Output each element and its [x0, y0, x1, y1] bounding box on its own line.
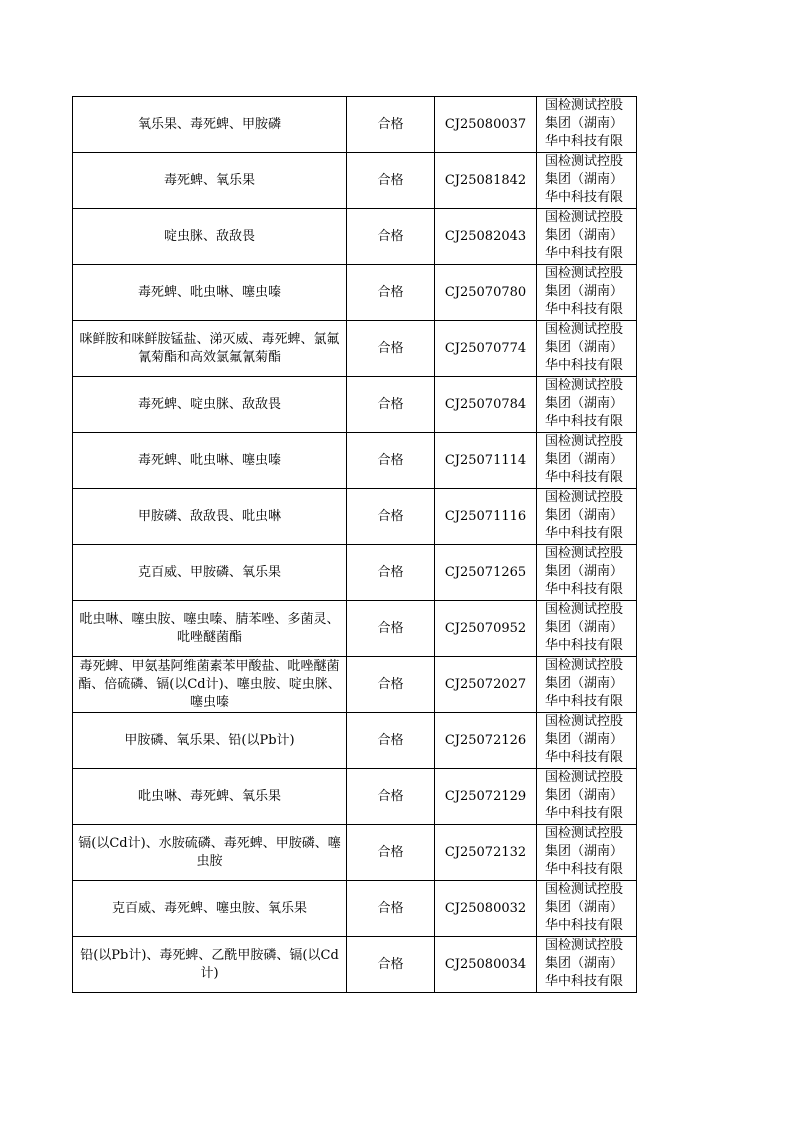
test-items-cell: 毒死蜱、吡虫啉、噻虫嗪	[73, 433, 347, 489]
table-row	[73, 713, 637, 769]
testing-agency-name: 国检测试控股 集团（湖南） 华中科技有限	[545, 266, 624, 318]
sample-code-cell: CJ25072126	[435, 713, 537, 769]
sample-code-cell: CJ25070774	[435, 321, 537, 377]
sample-code-cell: CJ25082043	[435, 209, 537, 265]
result-cell: 合格	[347, 657, 435, 713]
sample-code-cell: CJ25070784	[435, 377, 537, 433]
sample-code-cell: CJ25072129	[435, 769, 537, 825]
testing-agency-cell	[537, 657, 637, 713]
sample-code-cell: CJ25071114	[435, 433, 537, 489]
test-items-cell: 铅(以Pb计)、毒死蜱、乙酰甲胺磷、镉(以Cd计)	[73, 937, 347, 993]
test-items-cell: 毒死蜱、氧乐果	[73, 153, 347, 209]
testing-agency-cell	[537, 265, 637, 321]
test-items-cell: 氧乐果、毒死蜱、甲胺磷	[73, 97, 347, 153]
testing-agency-name: 国检测试控股 集团（湖南） 华中科技有限	[545, 826, 624, 878]
test-items-cell: 毒死蜱、甲氨基阿维菌素苯甲酸盐、吡唑醚菌酯、倍硫磷、镉(以Cd计)、噻虫胺、啶虫脒、噻虫嗪	[73, 657, 347, 713]
testing-agency-cell	[537, 97, 637, 153]
result-cell: 合格	[347, 825, 435, 881]
test-items-cell: 毒死蜱、啶虫脒、敌敌畏	[73, 377, 347, 433]
result-cell: 合格	[347, 433, 435, 489]
test-items-cell: 克百威、毒死蜱、噻虫胺、氧乐果	[73, 881, 347, 937]
test-items-cell: 咪鲜胺和咪鲜胺锰盐、涕灭威、毒死蜱、氯氟氰菊酯和高效氯氟氰菊酯	[73, 321, 347, 377]
sample-code-cell: CJ25070780	[435, 265, 537, 321]
testing-agency-name: 国检测试控股 集团（湖南） 华中科技有限	[545, 210, 624, 262]
testing-agency-name: 国检测试控股 集团（湖南） 华中科技有限	[545, 434, 624, 486]
test-items-cell: 克百威、甲胺磷、氧乐果	[73, 545, 347, 601]
test-items-cell: 毒死蜱、吡虫啉、噻虫嗪	[73, 265, 347, 321]
sample-code-cell: CJ25072132	[435, 825, 537, 881]
table-row	[73, 881, 637, 937]
sample-code-cell: CJ25072027	[435, 657, 537, 713]
testing-agency-cell	[537, 377, 637, 433]
table-row	[73, 937, 637, 993]
testing-agency-name: 国检测试控股 集团（湖南） 华中科技有限	[545, 714, 624, 766]
result-cell: 合格	[347, 489, 435, 545]
result-cell: 合格	[347, 265, 435, 321]
sample-code-cell: CJ25080034	[435, 937, 537, 993]
testing-agency-cell	[537, 769, 637, 825]
result-cell: 合格	[347, 321, 435, 377]
testing-agency-name: 国检测试控股 集团（湖南） 华中科技有限	[545, 154, 624, 206]
table-row	[73, 769, 637, 825]
testing-agency-cell	[537, 881, 637, 937]
result-cell: 合格	[347, 881, 435, 937]
testing-agency-cell	[537, 825, 637, 881]
result-cell: 合格	[347, 97, 435, 153]
table-row	[73, 153, 637, 209]
test-items-cell: 镉(以Cd计)、水胺硫磷、毒死蜱、甲胺磷、噻虫胺	[73, 825, 347, 881]
testing-agency-name: 国检测试控股 集团（湖南） 华中科技有限	[545, 546, 624, 598]
table-row	[73, 825, 637, 881]
testing-agency-cell	[537, 713, 637, 769]
testing-agency-cell	[537, 433, 637, 489]
table-row	[73, 489, 637, 545]
testing-agency-name: 国检测试控股 集团（湖南） 华中科技有限	[545, 602, 624, 654]
test-items-cell: 吡虫啉、毒死蜱、氧乐果	[73, 769, 347, 825]
sample-code-cell: CJ25080037	[435, 97, 537, 153]
table-row	[73, 433, 637, 489]
testing-agency-cell	[537, 601, 637, 657]
testing-agency-name: 国检测试控股 集团（湖南） 华中科技有限	[545, 882, 624, 934]
test-items-cell: 甲胺磷、氧乐果、铅(以Pb计)	[73, 713, 347, 769]
test-items-cell: 甲胺磷、敌敌畏、吡虫啉	[73, 489, 347, 545]
testing-agency-cell	[537, 545, 637, 601]
table-row	[73, 321, 637, 377]
results-table-body	[73, 97, 637, 993]
sample-code-cell: CJ25080032	[435, 881, 537, 937]
testing-agency-cell	[537, 209, 637, 265]
testing-agency-name: 国检测试控股 集团（湖南） 华中科技有限	[545, 378, 624, 430]
testing-agency-name: 国检测试控股 集团（湖南） 华中科技有限	[545, 938, 624, 990]
table-row	[73, 377, 637, 433]
table-row	[73, 265, 637, 321]
result-cell: 合格	[347, 545, 435, 601]
table-row	[73, 601, 637, 657]
testing-agency-cell	[537, 489, 637, 545]
result-cell: 合格	[347, 153, 435, 209]
testing-agency-name: 国检测试控股 集团（湖南） 华中科技有限	[545, 322, 624, 374]
testing-agency-name: 国检测试控股 集团（湖南） 华中科技有限	[545, 98, 624, 150]
table-row	[73, 209, 637, 265]
table-row	[73, 657, 637, 713]
testing-agency-cell	[537, 153, 637, 209]
sample-code-cell: CJ25071116	[435, 489, 537, 545]
result-cell: 合格	[347, 937, 435, 993]
test-items-cell: 吡虫啉、噻虫胺、噻虫嗪、腈苯唑、多菌灵、吡唑醚菌酯	[73, 601, 347, 657]
table-row	[73, 97, 637, 153]
testing-agency-cell	[537, 937, 637, 993]
result-cell: 合格	[347, 769, 435, 825]
testing-agency-name: 国检测试控股 集团（湖南） 华中科技有限	[545, 658, 624, 710]
result-cell: 合格	[347, 209, 435, 265]
result-cell: 合格	[347, 377, 435, 433]
sample-code-cell: CJ25070952	[435, 601, 537, 657]
sample-code-cell: CJ25081842	[435, 153, 537, 209]
testing-agency-cell	[537, 321, 637, 377]
table-row	[73, 545, 637, 601]
sample-code-cell: CJ25071265	[435, 545, 537, 601]
test-items-cell: 啶虫脒、敌敌畏	[73, 209, 347, 265]
inspection-results-table	[72, 96, 637, 993]
testing-agency-name: 国检测试控股 集团（湖南） 华中科技有限	[545, 490, 624, 542]
result-cell: 合格	[347, 713, 435, 769]
result-cell: 合格	[347, 601, 435, 657]
testing-agency-name: 国检测试控股 集团（湖南） 华中科技有限	[545, 770, 624, 822]
